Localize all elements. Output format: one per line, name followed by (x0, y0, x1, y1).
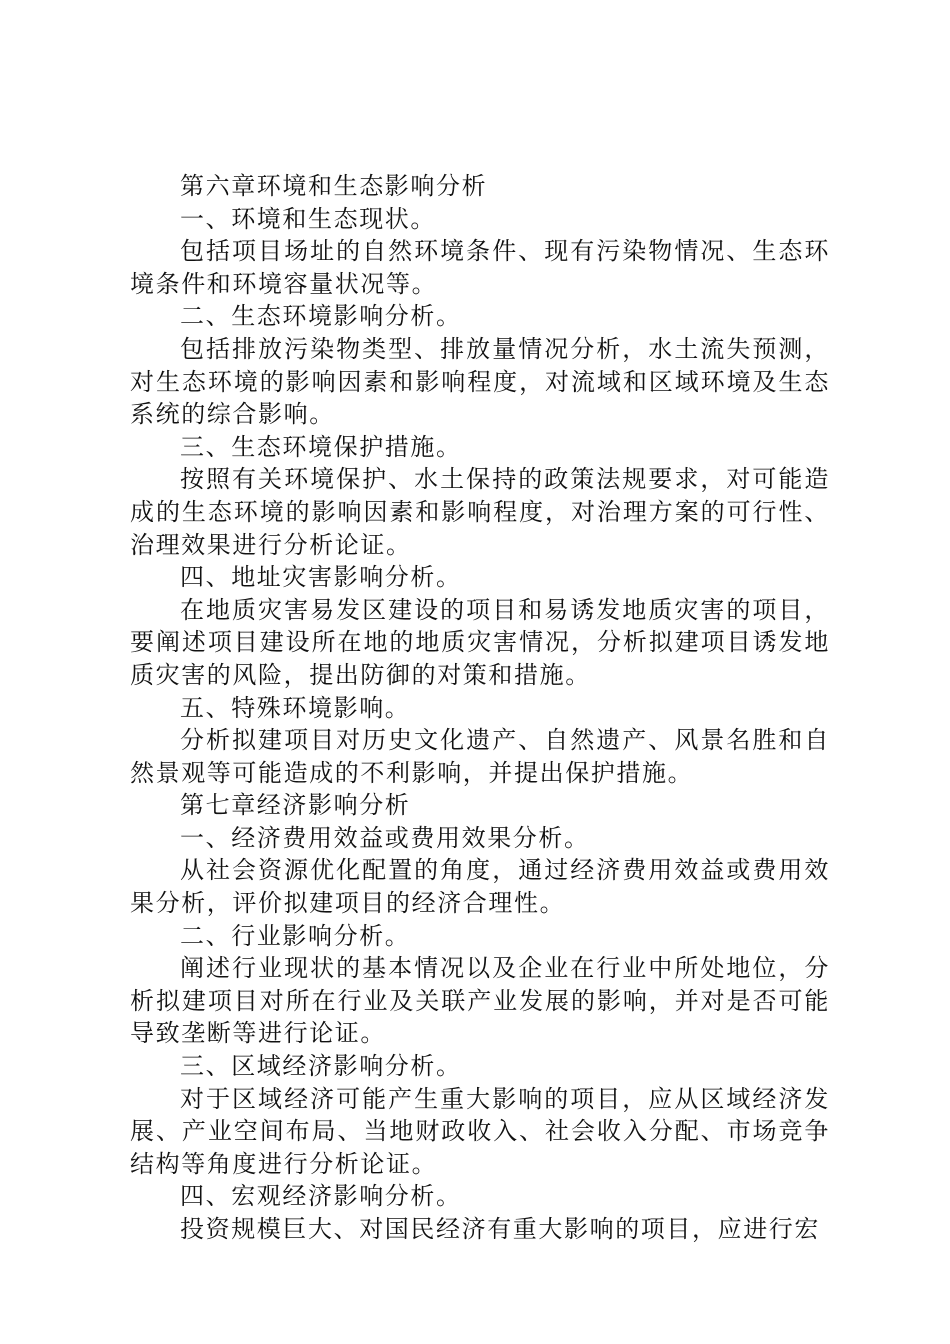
document-body (130, 170, 830, 1246)
body-paragraph: 对于区域经济可能产生重大影响的项目，应从区域经济发展、产业空间布局、当地财政收入、社会收入分配、市场竞争结构等角度进行分析论证。 (130, 1084, 830, 1178)
section-heading: 三、生态环境保护措施。 (180, 432, 462, 461)
body-paragraph: 投资规模巨大、对国民经济有重大影响的项目，应进行宏 (180, 1215, 820, 1243)
body-paragraph: 分析拟建项目对历史文化遗产、自然遗产、风景名胜和自然景观等可能造成的不利影响，并提出保护措施。 (130, 726, 830, 787)
section-heading: 二、生态环境影响分析。 (180, 302, 462, 331)
section-heading: 一、环境和生态现状。 (180, 204, 436, 233)
body-paragraph: 从社会资源优化配置的角度，通过经济费用效益或费用效果分析，评价拟建项目的经济合理性。 (130, 856, 830, 918)
body-paragraph: 包括项目场址的自然环境条件、现有污染物情况、生态环境条件和环境容量状况等。 (130, 237, 830, 298)
chapter-heading-6: 第六章环境和生态影响分析 (180, 172, 488, 200)
section-heading: 一、经济费用效益或费用效果分析。 (180, 823, 590, 852)
body-paragraph: 在地质灾害易发区建设的项目和易诱发地质灾害的项目，要阐述项目建设所在地的地质灾害情况，分析拟建项目诱发地质灾害的风险，提出防御的对策和措施。 (130, 595, 830, 689)
section-heading: 三、区域经济影响分析。 (180, 1052, 462, 1081)
body-paragraph: 按照有关环境保护、水土保持的政策法规要求，对可能造成的生态环境的影响因素和影响程度，对治理方案的可行性、治理效果进行分析论证。 (130, 465, 830, 559)
body-paragraph: 阐述行业现状的基本情况以及企业在行业中所处地位，分析拟建项目对所在行业及关联产业发展的影响，并对是否可能导致垄断等进行论证。 (130, 954, 830, 1048)
section-heading: 四、地址灾害影响分析。 (180, 563, 462, 592)
section-heading: 五、特殊环境影响。 (180, 693, 411, 722)
body-paragraph: 包括排放污染物类型、排放量情况分析，水土流失预测，对生态环境的影响因素和影响程度，对流域和区域环境及生态系统的综合影响。 (130, 334, 830, 429)
section-heading: 二、行业影响分析。 (180, 921, 411, 950)
section-heading: 四、宏观经济影响分析。 (180, 1182, 462, 1211)
chapter-heading-7: 第七章经济影响分析 (180, 791, 411, 820)
